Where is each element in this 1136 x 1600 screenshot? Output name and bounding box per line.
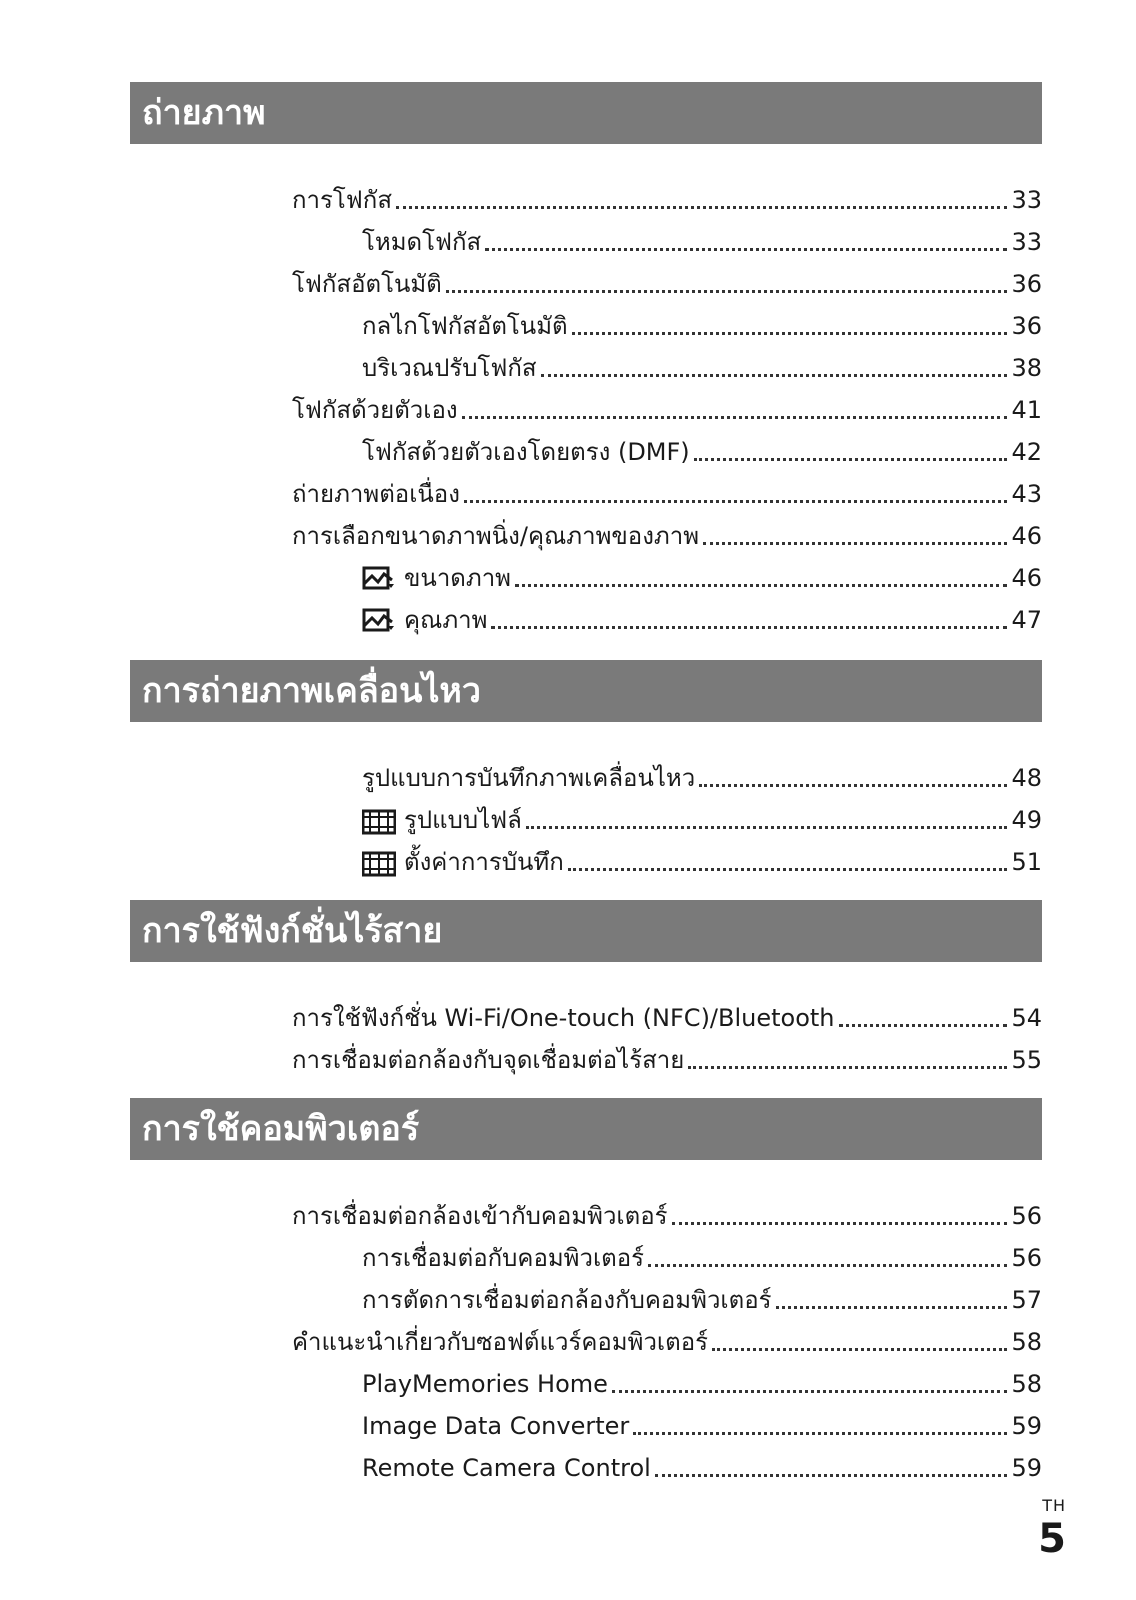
- toc-label: บริเวณปรับโฟกัส: [362, 354, 537, 382]
- section-movies: [130, 660, 1042, 878]
- toc-label: ตั้งค่าการบันทึก: [404, 848, 564, 876]
- toc-entry[interactable]: [362, 342, 1042, 384]
- toc-label: กลไกโฟกัสอัตโนมัติ: [362, 312, 568, 340]
- toc-entry[interactable]: [362, 1400, 1042, 1442]
- toc-page: 56: [1011, 1244, 1042, 1272]
- still-image-icon: [362, 566, 396, 594]
- section-computer: [130, 1098, 1042, 1484]
- toc-entry[interactable]: [292, 992, 1042, 1034]
- toc-entry[interactable]: [362, 216, 1042, 258]
- toc-page: 58: [1011, 1370, 1042, 1398]
- toc-label: โหมดโฟกัส: [362, 228, 482, 256]
- toc-label: Image Data Converter: [362, 1412, 630, 1440]
- toc-page: 55: [1011, 1046, 1042, 1074]
- toc-entry[interactable]: [362, 1232, 1042, 1274]
- toc-label: คุณภาพ: [404, 606, 488, 634]
- toc-page: 57: [1011, 1286, 1042, 1314]
- toc-label: ถ่ายภาพต่อเนื่อง: [292, 480, 460, 508]
- toc-entry[interactable]: [362, 794, 1042, 836]
- page-number: 5: [1038, 1516, 1066, 1562]
- toc-entry[interactable]: [292, 1034, 1042, 1076]
- toc-label: Remote Camera Control: [362, 1454, 651, 1482]
- toc-entry[interactable]: [362, 426, 1042, 468]
- toc-page: 49: [1011, 806, 1042, 834]
- toc-page: 42: [1011, 438, 1042, 466]
- toc-label: รูปแบบการบันทึกภาพเคลื่อนไหว: [362, 764, 696, 792]
- toc-label: โฟกัสด้วยตัวเองโดยตรง (DMF): [362, 438, 690, 466]
- toc-entry[interactable]: [292, 258, 1042, 300]
- toc-label: โฟกัสอัตโนมัติ: [292, 270, 442, 298]
- movie-film-icon: [362, 850, 396, 878]
- toc-entry[interactable]: [362, 594, 1042, 636]
- section-shooting: [130, 82, 1042, 636]
- toc-entry[interactable]: [362, 552, 1042, 594]
- toc-page: 33: [1011, 186, 1042, 214]
- toc-entry[interactable]: [292, 1316, 1042, 1358]
- toc-label: คำแนะนำเกี่ยวกับซอฟต์แวร์คอมพิวเตอร์: [292, 1328, 709, 1356]
- section-title: การใช้ฟังก์ชั่นไร้สาย: [130, 900, 1042, 962]
- toc-entry[interactable]: [292, 510, 1042, 552]
- toc-page: 36: [1011, 270, 1042, 298]
- toc-entry[interactable]: [292, 384, 1042, 426]
- toc-page: 47: [1011, 606, 1042, 634]
- toc-entry[interactable]: [292, 174, 1042, 216]
- toc-label: โฟกัสด้วยตัวเอง: [292, 396, 458, 424]
- toc-entry[interactable]: [362, 1358, 1042, 1400]
- toc-entry[interactable]: [362, 1442, 1042, 1484]
- toc-page: 48: [1011, 764, 1042, 792]
- toc-label: การตัดการเชื่อมต่อกล้องกับคอมพิวเตอร์: [362, 1286, 772, 1314]
- toc-label: การเชื่อมต่อกล้องกับจุดเชื่อมต่อไร้สาย: [292, 1046, 685, 1074]
- movie-film-icon: [362, 808, 396, 836]
- toc-page: 58: [1011, 1328, 1042, 1356]
- page-footer: [1038, 1496, 1066, 1562]
- toc-page: 59: [1011, 1454, 1042, 1482]
- toc-entry[interactable]: [292, 468, 1042, 510]
- toc-label: การเชื่อมต่อกับคอมพิวเตอร์: [362, 1244, 645, 1272]
- toc-page: 59: [1011, 1412, 1042, 1440]
- toc-entry[interactable]: [362, 836, 1042, 878]
- toc-page: 46: [1011, 522, 1042, 550]
- toc-label: การโฟกัส: [292, 186, 392, 214]
- toc-label: การใช้ฟังก์ชั่น Wi-Fi/One-touch (NFC)/Bluetooth: [292, 1004, 835, 1032]
- toc-page: 38: [1011, 354, 1042, 382]
- toc-label: การเชื่อมต่อกล้องเข้ากับคอมพิวเตอร์: [292, 1202, 668, 1230]
- toc-page: 33: [1011, 228, 1042, 256]
- toc-page: 46: [1011, 564, 1042, 592]
- toc-entry[interactable]: [292, 1190, 1042, 1232]
- toc-page: 41: [1011, 396, 1042, 424]
- section-wireless: [130, 900, 1042, 1076]
- still-image-icon: [362, 608, 396, 636]
- toc-label: PlayMemories Home: [362, 1370, 608, 1398]
- toc-entry[interactable]: [362, 300, 1042, 342]
- toc-entry[interactable]: [362, 752, 1042, 794]
- language-code: TH: [1042, 1496, 1066, 1515]
- toc-page: 54: [1011, 1004, 1042, 1032]
- section-title: การถ่ายภาพเคลื่อนไหว: [130, 660, 1042, 722]
- toc-page: 51: [1011, 848, 1042, 876]
- toc-label: การเลือกขนาดภาพนิ่ง/คุณภาพของภาพ: [292, 522, 700, 550]
- section-title: ถ่ายภาพ: [130, 82, 1042, 144]
- toc-page: 56: [1011, 1202, 1042, 1230]
- section-title: การใช้คอมพิวเตอร์: [130, 1098, 1042, 1160]
- toc-label: ขนาดภาพ: [404, 564, 511, 592]
- toc-entry[interactable]: [362, 1274, 1042, 1316]
- toc-label: รูปแบบไฟล์: [404, 806, 522, 834]
- toc-page: 43: [1011, 480, 1042, 508]
- toc-page: 36: [1011, 312, 1042, 340]
